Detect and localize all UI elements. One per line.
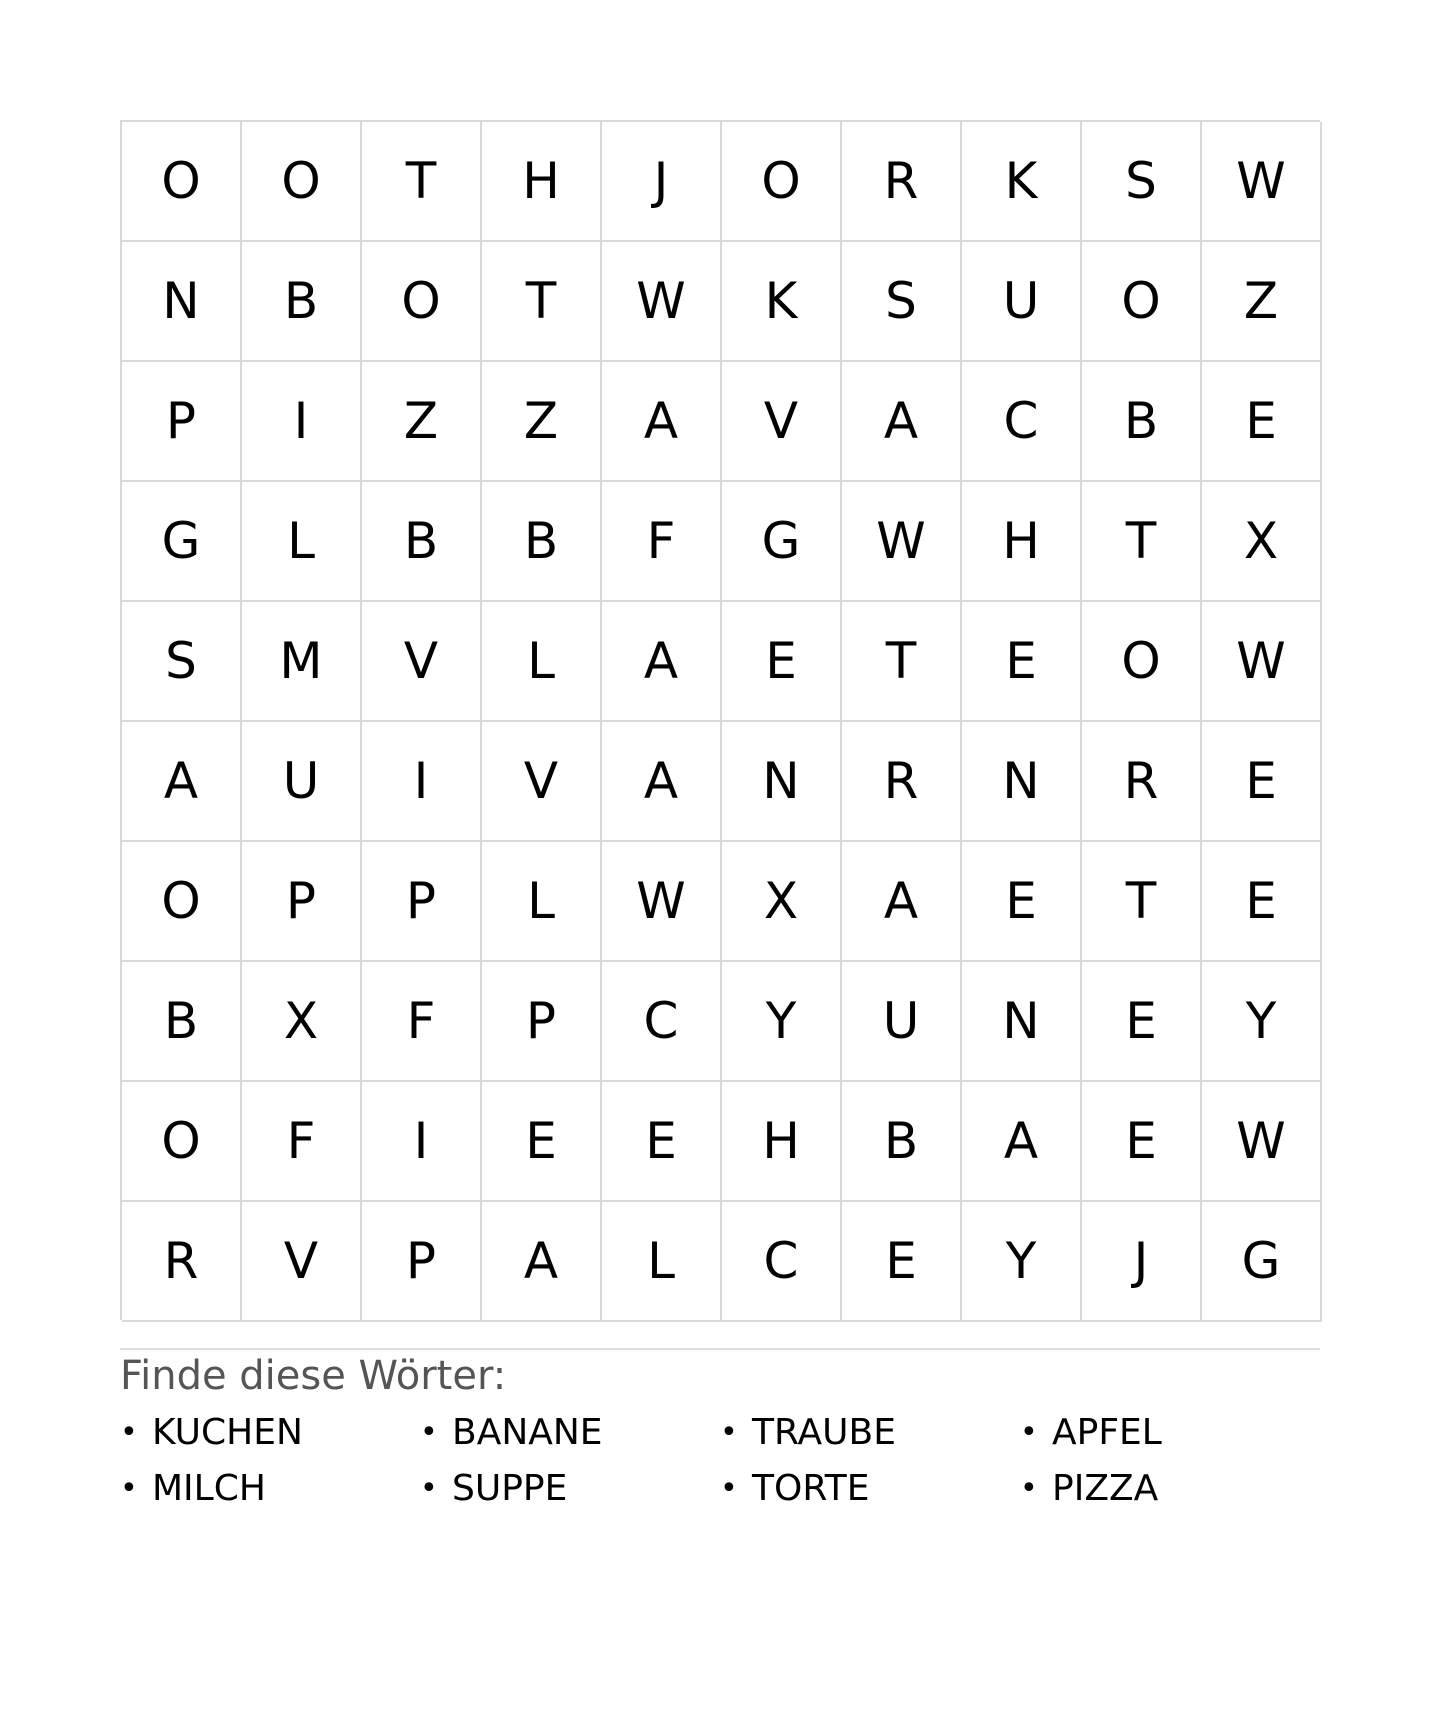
- grid-cell[interactable]: Z: [482, 362, 602, 482]
- grid-cell[interactable]: N: [962, 962, 1082, 1082]
- grid-cell[interactable]: Z: [362, 362, 482, 482]
- word-list-item: [720, 1468, 1020, 1510]
- grid-cell[interactable]: Y: [962, 1202, 1082, 1322]
- word-list-item: [120, 1412, 420, 1454]
- grid-cell[interactable]: T: [1082, 482, 1202, 602]
- grid-cell[interactable]: E: [1202, 362, 1322, 482]
- grid-cell[interactable]: L: [602, 1202, 722, 1322]
- grid-cell[interactable]: K: [722, 242, 842, 362]
- grid-cell[interactable]: T: [842, 602, 962, 722]
- grid-cell[interactable]: A: [842, 842, 962, 962]
- grid-cell[interactable]: T: [1082, 842, 1202, 962]
- grid-cell[interactable]: A: [482, 1202, 602, 1322]
- word-label: APFEL: [1052, 1412, 1162, 1453]
- grid-cell[interactable]: A: [602, 722, 722, 842]
- grid-cell[interactable]: E: [1202, 842, 1322, 962]
- grid-cell[interactable]: O: [122, 842, 242, 962]
- grid-cell[interactable]: F: [602, 482, 722, 602]
- grid-cell[interactable]: O: [122, 1082, 242, 1202]
- bullet-icon: •: [120, 1415, 138, 1450]
- grid-cell[interactable]: V: [722, 362, 842, 482]
- bullet-icon: •: [1020, 1471, 1038, 1506]
- grid-cell[interactable]: O: [722, 122, 842, 242]
- grid-cell[interactable]: H: [962, 482, 1082, 602]
- grid-cell[interactable]: R: [122, 1202, 242, 1322]
- grid-cell[interactable]: N: [122, 242, 242, 362]
- word-list-title: Finde diese Wörter:: [120, 1353, 507, 1399]
- word-list: [120, 1412, 1320, 1510]
- grid-cell[interactable]: Y: [1202, 962, 1322, 1082]
- grid-cell[interactable]: X: [242, 962, 362, 1082]
- grid-cell[interactable]: A: [962, 1082, 1082, 1202]
- grid-cell[interactable]: U: [962, 242, 1082, 362]
- grid-cell[interactable]: S: [842, 242, 962, 362]
- grid-cell[interactable]: W: [1202, 122, 1322, 242]
- bullet-icon: •: [720, 1415, 738, 1450]
- grid-cell[interactable]: B: [842, 1082, 962, 1202]
- bullet-icon: •: [720, 1471, 738, 1506]
- word-label: TRAUBE: [752, 1412, 896, 1453]
- grid-cell[interactable]: C: [602, 962, 722, 1082]
- grid-cell[interactable]: R: [1082, 722, 1202, 842]
- grid-cell[interactable]: F: [362, 962, 482, 1082]
- grid-cell[interactable]: X: [722, 842, 842, 962]
- word-list-item: [120, 1468, 420, 1510]
- grid-cell[interactable]: B: [1082, 362, 1202, 482]
- grid-cell[interactable]: E: [842, 1202, 962, 1322]
- grid-cell[interactable]: U: [242, 722, 362, 842]
- grid-cell[interactable]: V: [362, 602, 482, 722]
- grid-cell[interactable]: A: [842, 362, 962, 482]
- word-label: TORTE: [752, 1468, 870, 1509]
- grid-cell[interactable]: U: [842, 962, 962, 1082]
- grid-cell[interactable]: E: [1082, 1082, 1202, 1202]
- grid-cell[interactable]: H: [722, 1082, 842, 1202]
- grid-cell[interactable]: F: [242, 1082, 362, 1202]
- letter-grid: [120, 120, 1320, 1320]
- grid-cell[interactable]: A: [122, 722, 242, 842]
- word-label: PIZZA: [1052, 1468, 1159, 1509]
- word-list-item: [720, 1412, 1020, 1454]
- word-label: MILCH: [152, 1468, 266, 1509]
- grid-cell[interactable]: E: [962, 602, 1082, 722]
- word-list-item: [420, 1412, 720, 1454]
- grid-cell[interactable]: O: [1082, 602, 1202, 722]
- word-label: SUPPE: [452, 1468, 568, 1509]
- grid-cell[interactable]: C: [722, 1202, 842, 1322]
- grid-cell[interactable]: R: [842, 122, 962, 242]
- grid-cell[interactable]: I: [362, 722, 482, 842]
- grid-cell[interactable]: N: [962, 722, 1082, 842]
- grid-cell[interactable]: L: [242, 482, 362, 602]
- grid-cell[interactable]: V: [242, 1202, 362, 1322]
- grid-cell[interactable]: W: [602, 842, 722, 962]
- bullet-icon: •: [420, 1415, 438, 1450]
- grid-cell[interactable]: K: [962, 122, 1082, 242]
- grid-cell[interactable]: B: [242, 242, 362, 362]
- grid-cell[interactable]: L: [482, 602, 602, 722]
- grid-cell[interactable]: R: [842, 722, 962, 842]
- grid-cell[interactable]: E: [1082, 962, 1202, 1082]
- grid-cell[interactable]: E: [962, 842, 1082, 962]
- grid-cell[interactable]: O: [242, 122, 362, 242]
- grid-cell[interactable]: G: [722, 482, 842, 602]
- grid-cell[interactable]: W: [842, 482, 962, 602]
- grid-cell[interactable]: G: [122, 482, 242, 602]
- grid-cell[interactable]: P: [362, 1202, 482, 1322]
- word-list-item: [1020, 1412, 1320, 1454]
- grid-cell[interactable]: Y: [722, 962, 842, 1082]
- grid-cell[interactable]: P: [122, 362, 242, 482]
- grid-cell[interactable]: E: [1202, 722, 1322, 842]
- word-list-item: [1020, 1468, 1320, 1510]
- grid-cell[interactable]: B: [122, 962, 242, 1082]
- grid-cell[interactable]: P: [242, 842, 362, 962]
- grid-cell[interactable]: G: [1202, 1202, 1322, 1322]
- grid-cell[interactable]: W: [602, 242, 722, 362]
- grid-cell[interactable]: I: [242, 362, 362, 482]
- grid-cell[interactable]: A: [602, 602, 722, 722]
- grid-cell[interactable]: S: [1082, 122, 1202, 242]
- grid-cell[interactable]: Z: [1202, 242, 1322, 362]
- grid-cell[interactable]: T: [362, 122, 482, 242]
- grid-cell[interactable]: P: [482, 962, 602, 1082]
- grid-cell[interactable]: O: [1082, 242, 1202, 362]
- bullet-icon: •: [120, 1471, 138, 1506]
- grid-cell[interactable]: J: [1082, 1202, 1202, 1322]
- word-list-item: [420, 1468, 720, 1510]
- word-label: KUCHEN: [152, 1412, 303, 1453]
- grid-cell[interactable]: B: [362, 482, 482, 602]
- grid-cell[interactable]: B: [482, 482, 602, 602]
- grid-cell[interactable]: C: [962, 362, 1082, 482]
- grid-cell[interactable]: L: [482, 842, 602, 962]
- grid-cell[interactable]: M: [242, 602, 362, 722]
- grid-cell[interactable]: I: [362, 1082, 482, 1202]
- grid-cell[interactable]: S: [122, 602, 242, 722]
- grid-cell[interactable]: J: [602, 122, 722, 242]
- grid-cell[interactable]: W: [1202, 602, 1322, 722]
- grid-cell[interactable]: O: [122, 122, 242, 242]
- grid-cell[interactable]: T: [482, 242, 602, 362]
- grid-cell[interactable]: V: [482, 722, 602, 842]
- grid-cell[interactable]: E: [482, 1082, 602, 1202]
- divider: [120, 1348, 1320, 1350]
- grid-cell[interactable]: H: [482, 122, 602, 242]
- word-label: BANANE: [452, 1412, 603, 1453]
- grid-cell[interactable]: E: [722, 602, 842, 722]
- grid-cell[interactable]: A: [602, 362, 722, 482]
- bullet-icon: •: [420, 1471, 438, 1506]
- grid-cell[interactable]: O: [362, 242, 482, 362]
- bullet-icon: •: [1020, 1415, 1038, 1450]
- grid-cell[interactable]: W: [1202, 1082, 1322, 1202]
- grid-cell[interactable]: P: [362, 842, 482, 962]
- grid-cell[interactable]: X: [1202, 482, 1322, 602]
- grid-cell[interactable]: E: [602, 1082, 722, 1202]
- grid-cell[interactable]: N: [722, 722, 842, 842]
